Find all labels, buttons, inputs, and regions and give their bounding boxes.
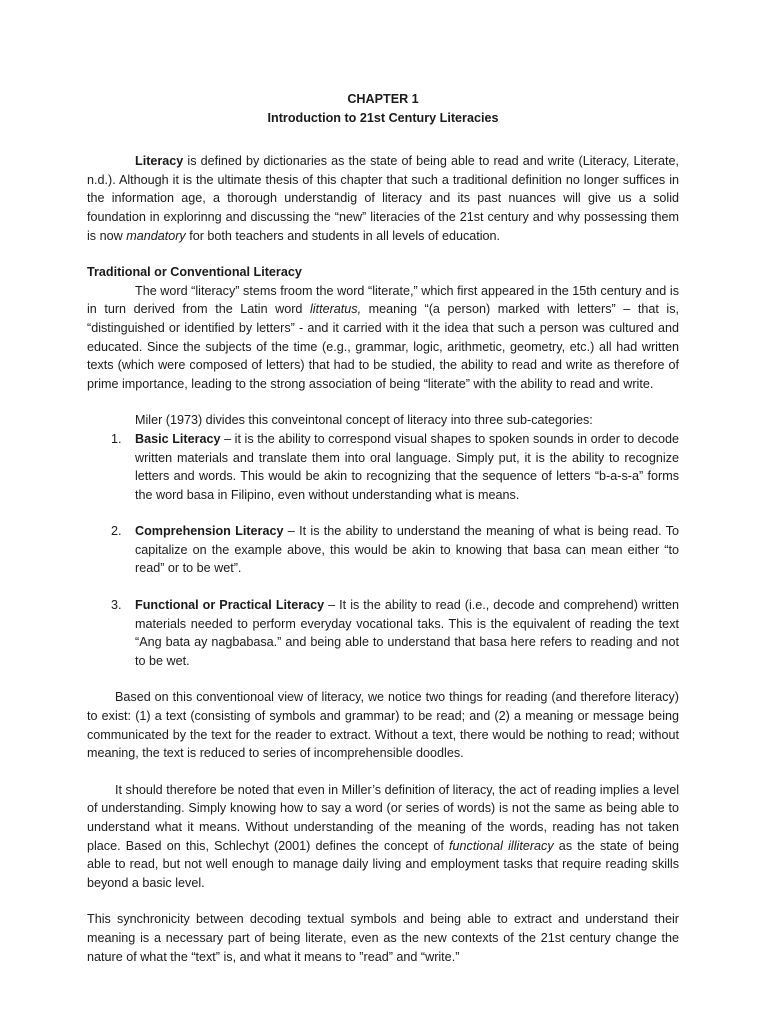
chapter-title: Introduction to 21st Century Literacies xyxy=(267,110,499,125)
chapter-number: CHAPTER 1 xyxy=(347,92,419,106)
section-paragraph-3 xyxy=(87,781,679,893)
section-paragraph-1 xyxy=(87,282,679,394)
list-item-text: – It is the ability to read (i.e., decode and comprehend) written materials needed to perform everyday vocational taks. This is the equivalent of reading the text “Ang bata ay nagbabasa.” and being able to understand that basa here refers to reading and not to be wet. xyxy=(135,598,679,668)
intro-emphasis: mandatory xyxy=(126,228,186,243)
literacy-categories-list xyxy=(87,430,679,671)
list-item xyxy=(87,430,679,504)
list-item-text: – It is the ability to understand the meaning of what is being read. To capitalize on the example above, this would be akin to knowing that basa can mean either “to read” or to be wet”. xyxy=(135,524,679,576)
intro-text-2: for both teachers and students in all levels of education. xyxy=(185,228,501,243)
list-item-number: 3. xyxy=(111,598,122,613)
list-item xyxy=(87,522,679,578)
para1-text-a: The word “literacy” stems froom the word “literate,” which first appeared in the 15th century and is in turn derived from the Latin word xyxy=(87,283,679,317)
list-item-term: Functional or Practical Literacy xyxy=(135,598,325,613)
para3-emphasis: functional illiteracy xyxy=(449,838,554,853)
list-item-number: 2. xyxy=(111,524,122,539)
list-intro: Miler (1973) divides this conveintonal concept of literacy into three sub-categories: xyxy=(135,413,593,428)
intro-paragraph xyxy=(87,152,679,245)
section-paragraph-2: Based on this conventionoal view of literacy, we notice two things for reading (and therefore literacy) to exist: (1) a text (consisting of symbols and grammar) to be read; and (2) a meaning or message being communicated by the text for the reader to extract. Without a text, there would be nothing to read; without meaning, the text is reduced to series of incomprehensible doodles. xyxy=(87,690,679,761)
list-item-number: 1. xyxy=(111,431,122,446)
document-page xyxy=(87,90,679,966)
intro-text-1: is defined by dictionaries as the state of being able to read and write (Literacy, Literate, n.d.). Although it is the ultimate thesis of this chapter that such a traditional definition no longer suffices in the information age, a thorough understandig of literacy and its past nuances will give us a solid foundation in explorinng and discussing the “new” literacies of the 21st century and why possessing them is now xyxy=(87,154,679,243)
para3-text-a: It should therefore be noted that even in Miller’s definition of literacy, the act of reading implies a level of understanding. Simply knowing how to say a word (or series of words) is not the same as being able to understand what it means. Without understanding of the meaning of the words, reading has not taken place. Based on this, Schlechyt (2001) defines the concept of xyxy=(87,782,679,853)
section-heading: Traditional or Conventional Literacy xyxy=(87,265,302,280)
intro-term: Literacy xyxy=(135,154,184,169)
para1-latin-term: litteratus, xyxy=(310,302,362,317)
section-paragraph-4: This synchronicity between decoding textual symbols and being able to extract and understand their meaning is a necessary part of being literate, even as the new contexts of the 21st century change the nature of what the “text” is, and what it means to ”read” and “write.” xyxy=(87,912,679,964)
list-item-term: Basic Literacy xyxy=(135,431,221,446)
list-item xyxy=(87,596,679,670)
list-item-term: Comprehension Literacy xyxy=(135,524,284,539)
para1-text-b: meaning “(a person) marked with letters” – that is, “distinguished or identified by letters” - and it carried with it the idea that such a person was cultured and educated. Since the subjects of the time (e.g., grammar, logic, arithmetic, geometry, etc.) all had written texts (which were composed of letters) that had to be studied, the ability to read and write as therefore of prime importance, leading to the strong association of being “literate” with the ability to read and write. xyxy=(87,302,679,391)
list-item-text: – it is the ability to correspond visual shapes to spoken sounds in order to decode written materials and translate them into oral language. Simply put, it is the ability to recognize letters and words. This would be akin to recognizing that the sequence of letters “b-a-s-a” forms the word basa in Filipino, even without understanding what is means. xyxy=(135,431,679,502)
para3-text-b: as the state of being able to read, but not well enough to manage daily living and employment tasks that require reading skills beyond a basic level. xyxy=(87,838,679,890)
